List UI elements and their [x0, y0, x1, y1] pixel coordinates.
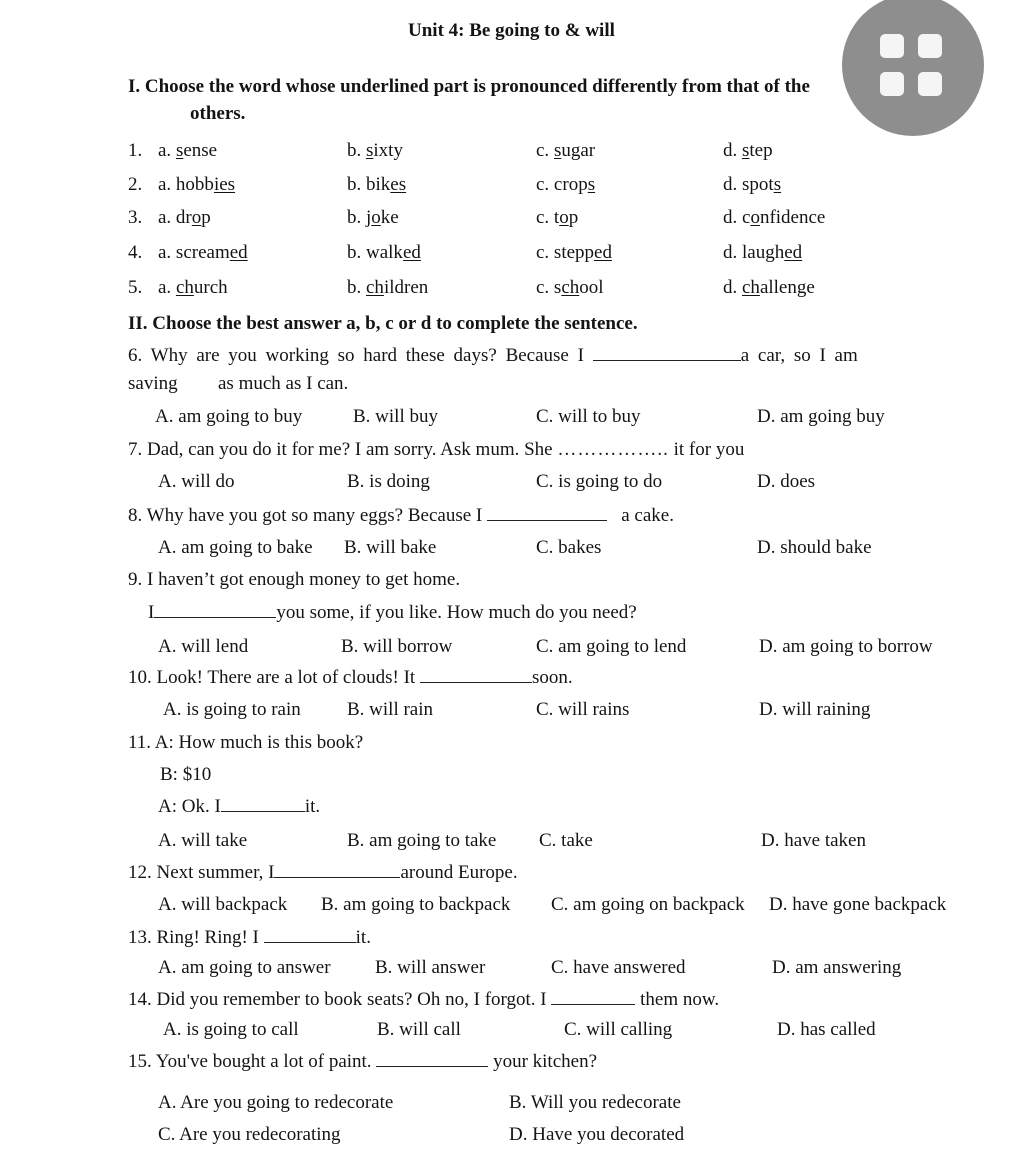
item-number: 3.: [128, 207, 143, 228]
question-9: 9. I haven’t got enough money to get home.: [128, 569, 461, 590]
answer-option: A. am going to answer: [158, 957, 331, 978]
question-13: 13. Ring! Ring! I it.: [128, 927, 371, 948]
option-d: d. step: [723, 140, 773, 161]
question-6-cont: saving: [128, 373, 178, 394]
question-6-cont: as much as I can.: [218, 373, 349, 394]
answer-option: C. take: [539, 830, 593, 851]
section2-heading: II. Choose the best answer a, b, c or d to complete the sentence.: [128, 313, 638, 334]
option-c: c. crops: [536, 174, 596, 195]
answer-option: D. am going buy: [757, 406, 885, 427]
answer-option: B. am going to backpack: [321, 894, 511, 915]
answer-option: B. Will you redecorate: [509, 1092, 681, 1113]
option-a: a. church: [158, 277, 228, 298]
question-12: 12. Next summer, I around Europe.: [128, 862, 518, 883]
answer-option: D. has called: [777, 1019, 876, 1040]
answer-option: D. will raining: [759, 699, 871, 720]
floating-grid-button[interactable]: [842, 0, 984, 136]
question-8: 8. Why have you got so many eggs? Because I a cake.: [128, 505, 674, 526]
answer-option: D. am answering: [772, 957, 902, 978]
option-a: a. hobbies: [158, 174, 236, 195]
option-d: d. challenge: [723, 277, 815, 298]
answer-option: B. will call: [377, 1019, 461, 1040]
answer-option: A. Are you going to redecorate: [158, 1092, 394, 1113]
answer-option: C. will to buy: [536, 406, 641, 427]
question-10: 10. Look! There are a lot of clouds! It soon.: [128, 667, 573, 688]
answer-option: C. Are you redecorating: [158, 1124, 341, 1145]
item-number: 1.: [128, 140, 143, 161]
option-b: b. walked: [347, 242, 421, 263]
option-b: b. joke: [347, 207, 399, 228]
answer-option: B. will bake: [344, 537, 437, 558]
question-14: 14. Did you remember to book seats? Oh no, I forgot. I them now.: [128, 989, 720, 1010]
answer-option: A. will backpack: [158, 894, 288, 915]
section1-heading-cont: others.: [190, 103, 246, 124]
option-c: c. stepped: [536, 242, 612, 263]
option-b: b. sixty: [347, 140, 403, 161]
grid-icon-square: [880, 72, 904, 96]
section1-heading: I. Choose the word whose underlined part is pronounced differently from that of the: [128, 76, 810, 97]
grid-icon-square: [880, 34, 904, 58]
question-11: 11. A: How much is this book?: [128, 732, 364, 753]
option-b: b. children: [347, 277, 429, 298]
answer-option: B. will borrow: [341, 636, 453, 657]
answer-option: A. am going to bake: [158, 537, 313, 558]
option-b: b. bikes: [347, 174, 407, 195]
answer-option: B. is doing: [347, 471, 430, 492]
option-d: d. confidence: [723, 207, 826, 228]
answer-option: D. should bake: [757, 537, 872, 558]
answer-option: D. have gone backpack: [769, 894, 947, 915]
answer-option: B. will buy: [353, 406, 438, 427]
answer-option: A. will lend: [158, 636, 249, 657]
question-11-line: A: Ok. I it.: [158, 796, 321, 817]
answer-option: B. will answer: [375, 957, 486, 978]
item-number: 2.: [128, 174, 143, 195]
answer-option: C. am going to lend: [536, 636, 687, 657]
question-15: 15. You've bought a lot of paint. your kitchen?: [128, 1051, 597, 1072]
question-7: 7. Dad, can you do it for me? I am sorry. Ask mum. She …………….. it for you: [128, 439, 745, 460]
question-11-line: B: $10: [160, 764, 212, 785]
answer-option: B. am going to take: [347, 830, 497, 851]
item-number: 5.: [128, 277, 143, 298]
answer-option: A. is going to call: [163, 1019, 299, 1040]
grid-icon-square: [918, 72, 942, 96]
answer-option: A. is going to rain: [163, 699, 301, 720]
answer-option: B. will rain: [347, 699, 434, 720]
item-number: 4.: [128, 242, 143, 263]
question-6: 6. Why are you working so hard these days? Because I a car, so I am: [128, 345, 858, 366]
answer-option: C. will rains: [536, 699, 630, 720]
grid-icon-square: [918, 34, 942, 58]
answer-option: A. will take: [158, 830, 248, 851]
option-c: c. top: [536, 207, 579, 228]
option-c: c. school: [536, 277, 604, 298]
answer-option: D. am going to borrow: [759, 636, 933, 657]
option-a: a. sense: [158, 140, 218, 161]
answer-option: C. am going on backpack: [551, 894, 745, 915]
answer-option: D. have taken: [761, 830, 866, 851]
answer-option: D. Have you decorated: [509, 1124, 685, 1145]
answer-option: C. bakes: [536, 537, 602, 558]
option-c: c. sugar: [536, 140, 596, 161]
answer-option: C. will calling: [564, 1019, 673, 1040]
option-d: d. spots: [723, 174, 782, 195]
question-9-cont: I you some, if you like. How much do you need?: [148, 602, 637, 623]
answer-option: C. have answered: [551, 957, 686, 978]
answer-option: A. am going to buy: [155, 406, 303, 427]
answer-option: A. will do: [158, 471, 235, 492]
option-a: a. drop: [158, 207, 211, 228]
page-title: Unit 4: Be going to & will: [408, 20, 615, 41]
answer-option: D. does: [757, 471, 816, 492]
answer-option: C. is going to do: [536, 471, 663, 492]
option-a: a. screamed: [158, 242, 248, 263]
option-d: d. laughed: [723, 242, 803, 263]
